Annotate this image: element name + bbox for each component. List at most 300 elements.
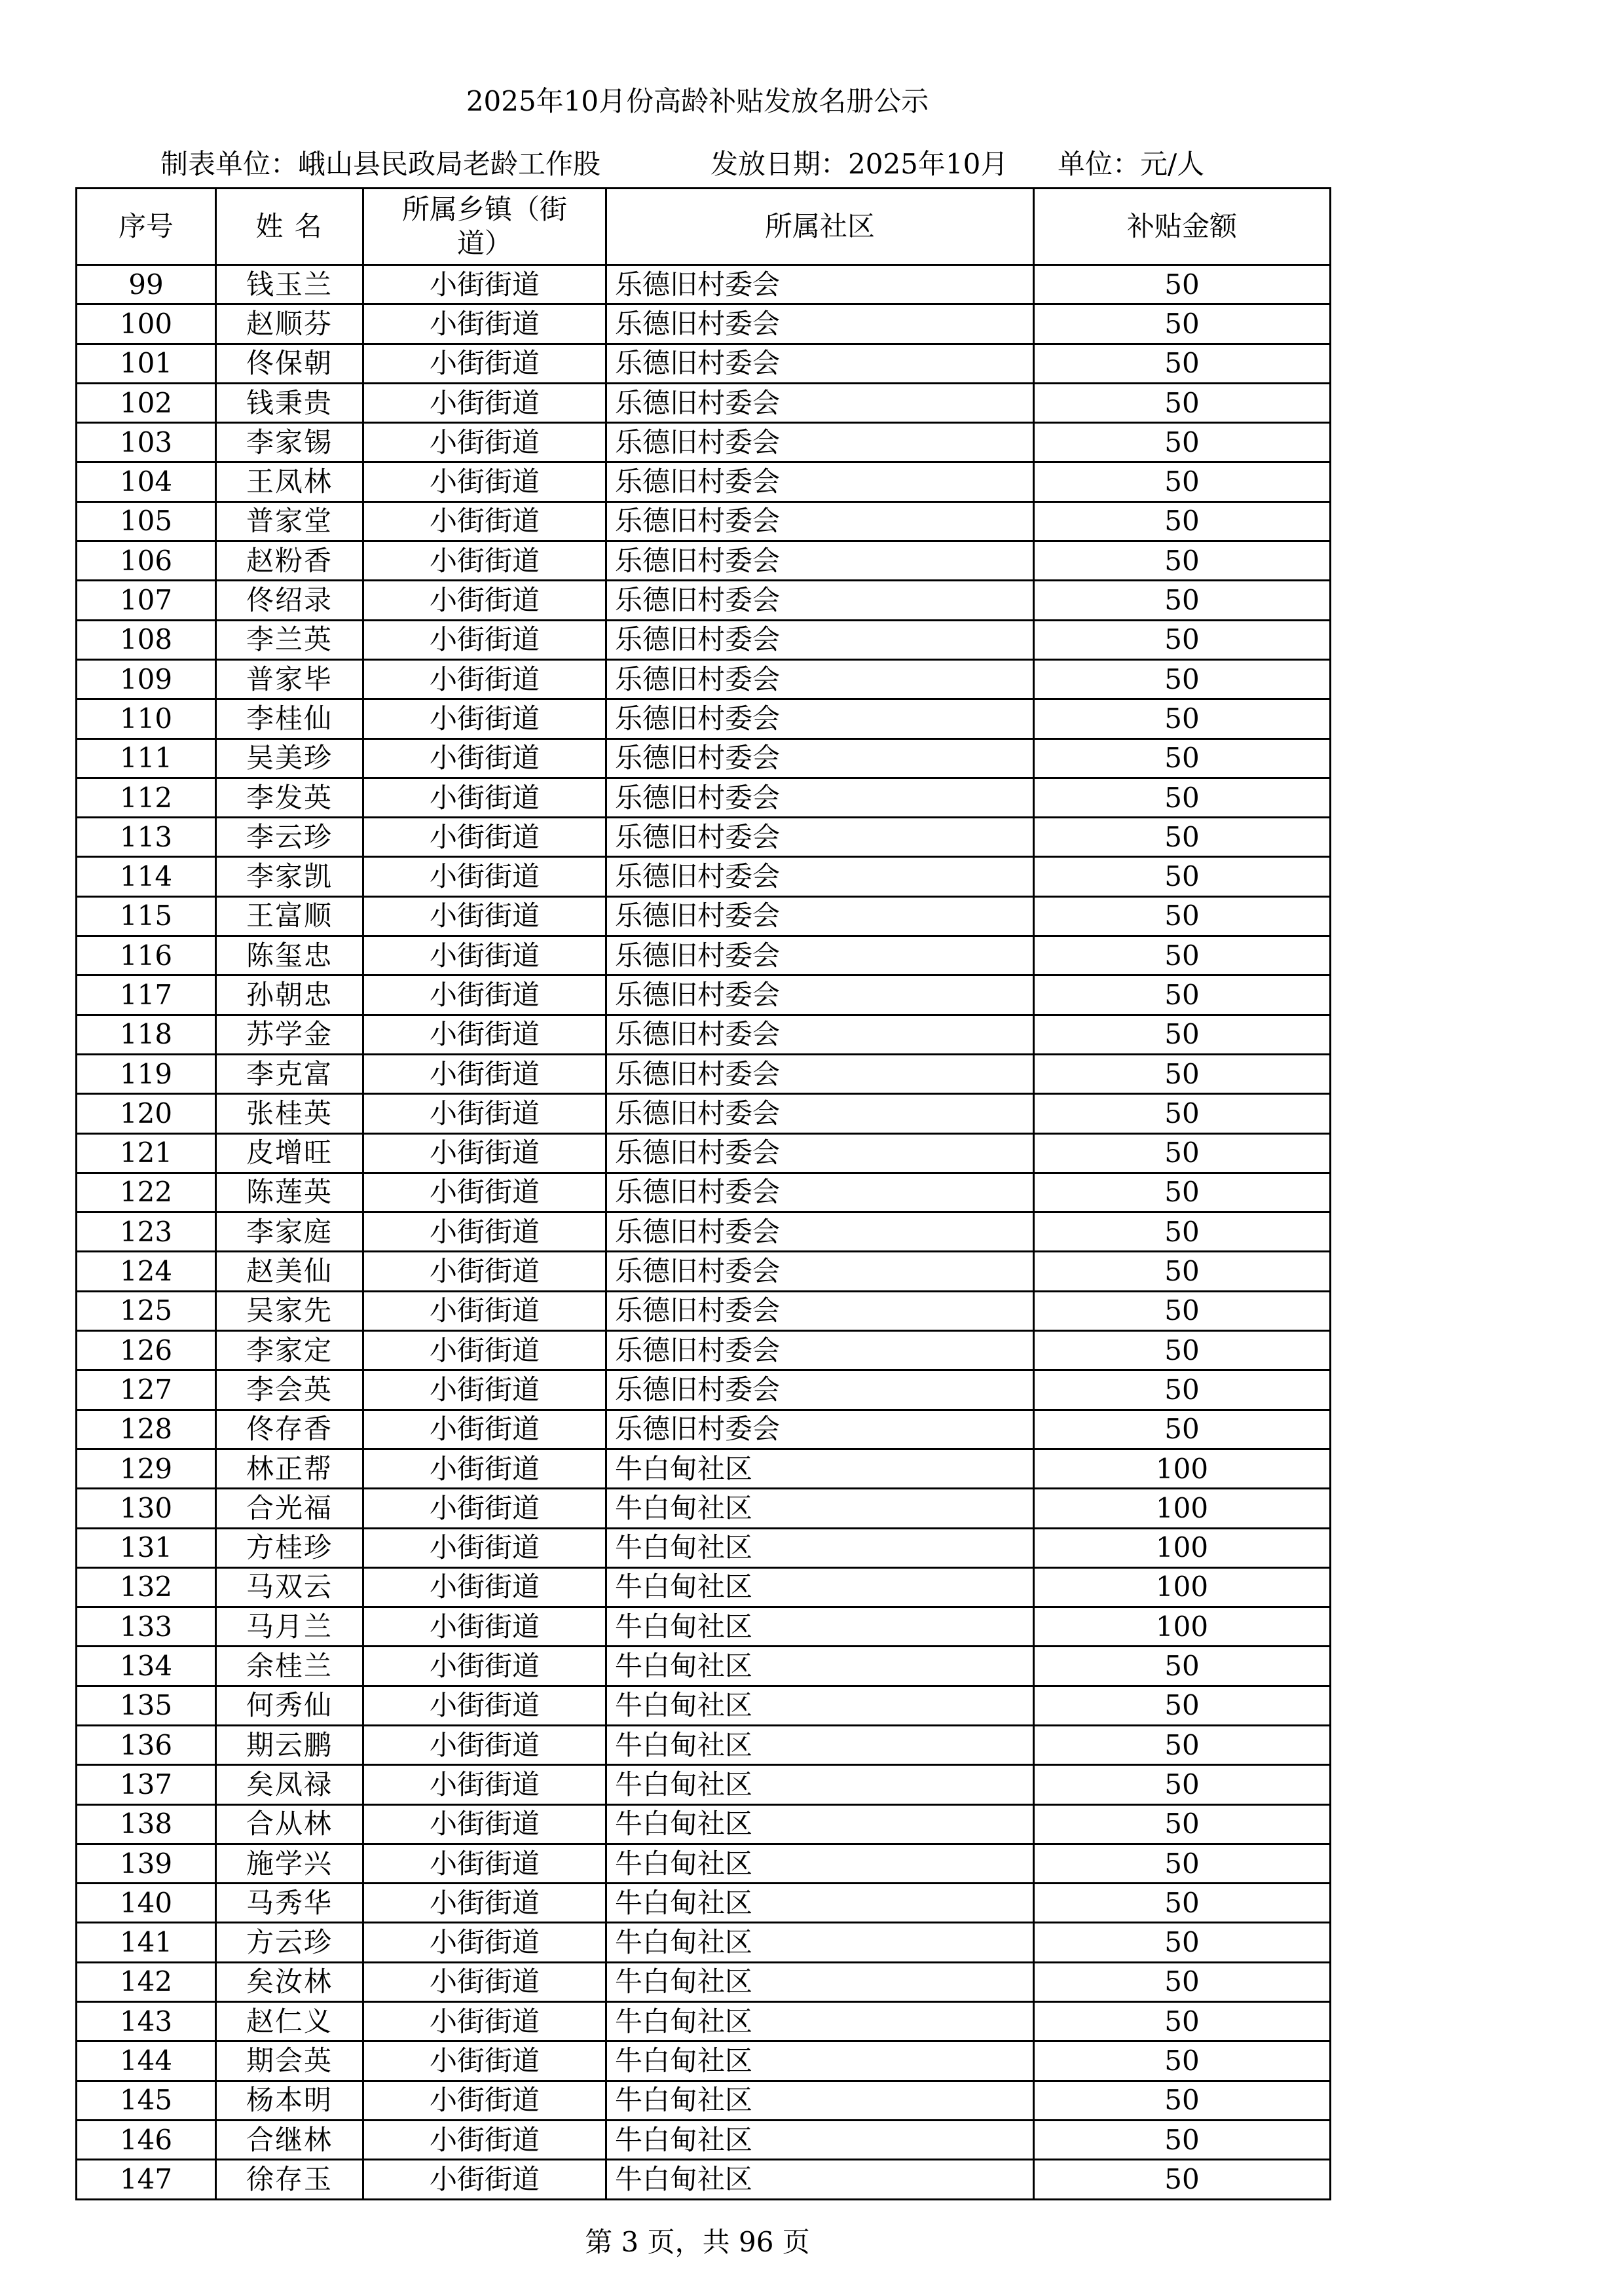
cell-community: 乐德旧村委会	[606, 936, 1034, 975]
cell-community: 牛白甸社区	[606, 1884, 1034, 1923]
cell-town: 小街街道	[363, 1094, 606, 1133]
page-footer: 第 3 页，共 96 页	[585, 2226, 810, 2258]
header-no: 序号	[77, 189, 216, 265]
cell-community: 牛白甸社区	[606, 1528, 1034, 1567]
cell-no: 140	[77, 1884, 216, 1923]
cell-town: 小街街道	[363, 1804, 606, 1844]
cell-community: 乐德旧村委会	[606, 581, 1034, 620]
cell-community: 牛白甸社区	[606, 2081, 1034, 2120]
cell-no: 120	[77, 1094, 216, 1133]
cell-town: 小街街道	[363, 581, 606, 620]
cell-amount: 50	[1034, 778, 1331, 817]
cell-town: 小街街道	[363, 2160, 606, 2199]
cell-name: 赵美仙	[216, 1252, 363, 1291]
header-community: 所属社区	[606, 189, 1034, 265]
cell-town: 小街街道	[363, 1567, 606, 1607]
cell-amount: 50	[1034, 462, 1331, 501]
header-row	[77, 189, 1331, 265]
cell-town: 小街街道	[363, 1212, 606, 1252]
issuing-unit: 制表单位：峨山县民政局老龄工作股	[160, 148, 601, 180]
cell-no: 139	[77, 1844, 216, 1883]
cell-town: 小街街道	[363, 1647, 606, 1686]
table-header	[77, 189, 1331, 265]
cell-name: 林正帮	[216, 1449, 363, 1488]
cell-no: 114	[77, 857, 216, 896]
cell-name: 陈玺忠	[216, 936, 363, 975]
cell-town: 小街街道	[363, 2041, 606, 2081]
table-row	[77, 304, 1331, 344]
cell-community: 乐德旧村委会	[606, 975, 1034, 1015]
table-row	[77, 1884, 1331, 1923]
cell-no: 126	[77, 1331, 216, 1370]
cell-no: 116	[77, 936, 216, 975]
cell-amount: 100	[1034, 1607, 1331, 1647]
cell-town: 小街街道	[363, 304, 606, 344]
cell-amount: 50	[1034, 857, 1331, 896]
table-row	[77, 1528, 1331, 1567]
cell-community: 牛白甸社区	[606, 2160, 1034, 2199]
cell-town: 小街街道	[363, 936, 606, 975]
cell-amount: 50	[1034, 1054, 1331, 1093]
cell-name: 施学兴	[216, 1844, 363, 1883]
cell-name: 徐存玉	[216, 2160, 363, 2199]
table-row	[77, 1844, 1331, 1883]
cell-community: 乐德旧村委会	[606, 1054, 1034, 1093]
header-town-line2: 道）	[456, 227, 512, 259]
currency-unit: 单位：元/人	[1058, 148, 1205, 180]
cell-name: 孙朝忠	[216, 975, 363, 1015]
cell-name: 佟绍录	[216, 581, 363, 620]
cell-no: 100	[77, 304, 216, 344]
cell-no: 102	[77, 383, 216, 422]
cell-community: 乐德旧村委会	[606, 501, 1034, 541]
cell-name: 王凤林	[216, 462, 363, 501]
cell-no: 103	[77, 423, 216, 462]
cell-community: 乐德旧村委会	[606, 1094, 1034, 1133]
cell-town: 小街街道	[363, 620, 606, 659]
cell-amount: 50	[1034, 1252, 1331, 1291]
cell-community: 乐德旧村委会	[606, 818, 1034, 857]
cell-town: 小街街道	[363, 1370, 606, 1410]
cell-amount: 100	[1034, 1449, 1331, 1488]
table-row	[77, 1607, 1331, 1647]
cell-town: 小街街道	[363, 423, 606, 462]
cell-town: 小街街道	[363, 1449, 606, 1488]
cell-community: 乐德旧村委会	[606, 462, 1034, 501]
table-row	[77, 1804, 1331, 1844]
cell-no: 137	[77, 1765, 216, 1804]
cell-community: 牛白甸社区	[606, 2002, 1034, 2041]
cell-community: 牛白甸社区	[606, 1686, 1034, 1725]
cell-name: 吴美珍	[216, 738, 363, 778]
cell-amount: 50	[1034, 2120, 1331, 2159]
header-town	[363, 189, 606, 265]
cell-amount: 50	[1034, 383, 1331, 422]
cell-amount: 50	[1034, 265, 1331, 304]
cell-name: 普家毕	[216, 659, 363, 699]
cell-name: 王富顺	[216, 896, 363, 936]
cell-no: 123	[77, 1212, 216, 1252]
cell-community: 牛白甸社区	[606, 1804, 1034, 1844]
cell-no: 143	[77, 2002, 216, 2041]
table-row	[77, 1133, 1331, 1173]
cell-town: 小街街道	[363, 1331, 606, 1370]
cell-amount: 100	[1034, 1489, 1331, 1528]
cell-community: 乐德旧村委会	[606, 1410, 1034, 1449]
cell-name: 方云珍	[216, 1923, 363, 1962]
cell-amount: 50	[1034, 699, 1331, 738]
cell-no: 129	[77, 1449, 216, 1488]
cell-amount: 50	[1034, 1884, 1331, 1923]
cell-community: 乐德旧村委会	[606, 620, 1034, 659]
table-row	[77, 2002, 1331, 2041]
cell-name: 马月兰	[216, 1607, 363, 1647]
cell-no: 128	[77, 1410, 216, 1449]
cell-community: 牛白甸社区	[606, 1607, 1034, 1647]
cell-name: 何秀仙	[216, 1686, 363, 1725]
table-row	[77, 265, 1331, 304]
table-row	[77, 344, 1331, 383]
cell-town: 小街街道	[363, 2002, 606, 2041]
cell-name: 马双云	[216, 1567, 363, 1607]
cell-name: 钱秉贵	[216, 383, 363, 422]
cell-name: 赵顺芬	[216, 304, 363, 344]
cell-name: 矣汝林	[216, 1962, 363, 2001]
issue-date: 发放日期：2025年10月	[710, 148, 1008, 180]
cell-amount: 50	[1034, 2160, 1331, 2199]
cell-no: 133	[77, 1607, 216, 1647]
cell-community: 牛白甸社区	[606, 1725, 1034, 1764]
cell-community: 乐德旧村委会	[606, 778, 1034, 817]
cell-community: 牛白甸社区	[606, 2120, 1034, 2159]
cell-amount: 50	[1034, 818, 1331, 857]
cell-no: 145	[77, 2081, 216, 2120]
table-row	[77, 581, 1331, 620]
cell-name: 普家堂	[216, 501, 363, 541]
cell-amount: 50	[1034, 501, 1331, 541]
cell-amount: 50	[1034, 1923, 1331, 1962]
table-row	[77, 2041, 1331, 2081]
cell-community: 乐德旧村委会	[606, 1291, 1034, 1330]
table-row	[77, 896, 1331, 936]
cell-name: 钱玉兰	[216, 265, 363, 304]
cell-name: 李兰英	[216, 620, 363, 659]
table-row	[77, 2081, 1331, 2120]
cell-amount: 50	[1034, 1015, 1331, 1054]
cell-name: 张桂英	[216, 1094, 363, 1133]
cell-amount: 50	[1034, 304, 1331, 344]
cell-town: 小街街道	[363, 541, 606, 581]
cell-amount: 50	[1034, 1410, 1331, 1449]
cell-community: 牛白甸社区	[606, 1449, 1034, 1488]
cell-amount: 50	[1034, 1765, 1331, 1804]
cell-amount: 50	[1034, 1133, 1331, 1173]
cell-amount: 50	[1034, 659, 1331, 699]
table-row	[77, 1252, 1331, 1291]
cell-name: 合继林	[216, 2120, 363, 2159]
cell-name: 李家锡	[216, 423, 363, 462]
table-body	[77, 265, 1331, 2200]
cell-no: 108	[77, 620, 216, 659]
table-row	[77, 1489, 1331, 1528]
table-row	[77, 1370, 1331, 1410]
cell-amount: 50	[1034, 581, 1331, 620]
table-row	[77, 778, 1331, 817]
cell-amount: 50	[1034, 1212, 1331, 1252]
cell-town: 小街街道	[363, 1173, 606, 1212]
cell-community: 牛白甸社区	[606, 1489, 1034, 1528]
cell-town: 小街街道	[363, 1607, 606, 1647]
cell-amount: 50	[1034, 1962, 1331, 2001]
cell-town: 小街街道	[363, 1054, 606, 1093]
table-row	[77, 857, 1331, 896]
cell-no: 135	[77, 1686, 216, 1725]
cell-name: 马秀华	[216, 1884, 363, 1923]
cell-town: 小街街道	[363, 975, 606, 1015]
cell-town: 小街街道	[363, 1686, 606, 1725]
table-row	[77, 1567, 1331, 1607]
cell-no: 117	[77, 975, 216, 1015]
header-amount: 补贴金额	[1034, 189, 1331, 265]
cell-no: 124	[77, 1252, 216, 1291]
cell-town: 小街街道	[363, 1528, 606, 1567]
cell-town: 小街街道	[363, 344, 606, 383]
cell-name: 李家庭	[216, 1212, 363, 1252]
cell-name: 李桂仙	[216, 699, 363, 738]
cell-community: 乐德旧村委会	[606, 896, 1034, 936]
cell-town: 小街街道	[363, 1252, 606, 1291]
cell-amount: 50	[1034, 1173, 1331, 1212]
cell-amount: 50	[1034, 936, 1331, 975]
cell-town: 小街街道	[363, 1765, 606, 1804]
cell-no: 101	[77, 344, 216, 383]
cell-no: 121	[77, 1133, 216, 1173]
cell-amount: 50	[1034, 1686, 1331, 1725]
cell-town: 小街街道	[363, 659, 606, 699]
cell-town: 小街街道	[363, 699, 606, 738]
table-row	[77, 1765, 1331, 1804]
cell-name: 方桂珍	[216, 1528, 363, 1567]
cell-name: 李发英	[216, 778, 363, 817]
cell-name: 杨本明	[216, 2081, 363, 2120]
table-row	[77, 818, 1331, 857]
cell-town: 小街街道	[363, 1410, 606, 1449]
cell-name: 李云珍	[216, 818, 363, 857]
cell-no: 136	[77, 1725, 216, 1764]
cell-community: 乐德旧村委会	[606, 1212, 1034, 1252]
table-row	[77, 383, 1331, 422]
cell-no: 113	[77, 818, 216, 857]
cell-community: 乐德旧村委会	[606, 1252, 1034, 1291]
table-row	[77, 1173, 1331, 1212]
cell-community: 乐德旧村委会	[606, 1173, 1034, 1212]
cell-town: 小街街道	[363, 1962, 606, 2001]
table-row	[77, 1647, 1331, 1686]
cell-amount: 50	[1034, 896, 1331, 936]
cell-no: 130	[77, 1489, 216, 1528]
cell-town: 小街街道	[363, 818, 606, 857]
cell-community: 牛白甸社区	[606, 1765, 1034, 1804]
cell-community: 牛白甸社区	[606, 1567, 1034, 1607]
cell-no: 107	[77, 581, 216, 620]
cell-no: 127	[77, 1370, 216, 1410]
cell-community: 乐德旧村委会	[606, 1015, 1034, 1054]
cell-name: 期云鹏	[216, 1725, 363, 1764]
cell-town: 小街街道	[363, 462, 606, 501]
table-row	[77, 738, 1331, 778]
header-name: 姓 名	[216, 189, 363, 265]
cell-amount: 50	[1034, 1725, 1331, 1764]
cell-community: 乐德旧村委会	[606, 423, 1034, 462]
cell-name: 吴家先	[216, 1291, 363, 1330]
cell-amount: 50	[1034, 1331, 1331, 1370]
cell-amount: 50	[1034, 423, 1331, 462]
cell-no: 125	[77, 1291, 216, 1330]
cell-no: 118	[77, 1015, 216, 1054]
cell-name: 余桂兰	[216, 1647, 363, 1686]
cell-community: 乐德旧村委会	[606, 541, 1034, 581]
cell-town: 小街街道	[363, 1291, 606, 1330]
cell-community: 牛白甸社区	[606, 1923, 1034, 1962]
cell-community: 牛白甸社区	[606, 1844, 1034, 1883]
table-row	[77, 1015, 1331, 1054]
cell-no: 106	[77, 541, 216, 581]
cell-town: 小街街道	[363, 738, 606, 778]
table-row	[77, 1686, 1331, 1725]
page-title: 2025年10月份高龄补贴发放名册公示	[466, 85, 929, 117]
cell-no: 131	[77, 1528, 216, 1567]
table-row	[77, 501, 1331, 541]
table-row	[77, 1331, 1331, 1370]
table-row	[77, 2120, 1331, 2159]
cell-town: 小街街道	[363, 896, 606, 936]
table-row	[77, 659, 1331, 699]
cell-no: 112	[77, 778, 216, 817]
table-row	[77, 975, 1331, 1015]
cell-no: 122	[77, 1173, 216, 1212]
cell-no: 141	[77, 1923, 216, 1962]
cell-town: 小街街道	[363, 778, 606, 817]
cell-name: 李家定	[216, 1331, 363, 1370]
cell-amount: 50	[1034, 344, 1331, 383]
table-row	[77, 699, 1331, 738]
cell-amount: 100	[1034, 1567, 1331, 1607]
table-row	[77, 1094, 1331, 1133]
cell-name: 李家凯	[216, 857, 363, 896]
cell-amount: 50	[1034, 620, 1331, 659]
table-row	[77, 1212, 1331, 1252]
cell-town: 小街街道	[363, 1489, 606, 1528]
cell-town: 小街街道	[363, 265, 606, 304]
cell-no: 138	[77, 1804, 216, 1844]
table-row	[77, 1410, 1331, 1449]
cell-amount: 100	[1034, 1528, 1331, 1567]
cell-community: 乐德旧村委会	[606, 659, 1034, 699]
cell-no: 105	[77, 501, 216, 541]
cell-no: 146	[77, 2120, 216, 2159]
cell-town: 小街街道	[363, 857, 606, 896]
cell-community: 乐德旧村委会	[606, 699, 1034, 738]
cell-town: 小街街道	[363, 1923, 606, 1962]
cell-name: 矣凤禄	[216, 1765, 363, 1804]
cell-community: 乐德旧村委会	[606, 857, 1034, 896]
cell-name: 期会英	[216, 2041, 363, 2081]
cell-no: 134	[77, 1647, 216, 1686]
cell-name: 佟存香	[216, 1410, 363, 1449]
cell-town: 小街街道	[363, 501, 606, 541]
cell-town: 小街街道	[363, 1133, 606, 1173]
cell-no: 119	[77, 1054, 216, 1093]
cell-no: 99	[77, 265, 216, 304]
cell-name: 李克富	[216, 1054, 363, 1093]
cell-town: 小街街道	[363, 1015, 606, 1054]
cell-town: 小街街道	[363, 2120, 606, 2159]
table-row	[77, 1923, 1331, 1962]
cell-amount: 50	[1034, 1804, 1331, 1844]
cell-community: 乐德旧村委会	[606, 304, 1034, 344]
cell-no: 132	[77, 1567, 216, 1607]
table-row	[77, 620, 1331, 659]
cell-amount: 50	[1034, 2041, 1331, 2081]
cell-amount: 50	[1034, 1094, 1331, 1133]
table-row	[77, 1725, 1331, 1764]
table-row	[77, 1054, 1331, 1093]
table-row	[77, 423, 1331, 462]
cell-name: 合从林	[216, 1804, 363, 1844]
cell-name: 苏学金	[216, 1015, 363, 1054]
table-row	[77, 1291, 1331, 1330]
cell-name: 赵粉香	[216, 541, 363, 581]
cell-amount: 50	[1034, 2081, 1331, 2120]
cell-no: 109	[77, 659, 216, 699]
cell-name: 皮增旺	[216, 1133, 363, 1173]
table-row	[77, 1962, 1331, 2001]
cell-community: 乐德旧村委会	[606, 1133, 1034, 1173]
table-row	[77, 2160, 1331, 2199]
cell-name: 合光福	[216, 1489, 363, 1528]
cell-amount: 50	[1034, 2002, 1331, 2041]
cell-amount: 50	[1034, 1844, 1331, 1883]
cell-community: 乐德旧村委会	[606, 265, 1034, 304]
cell-name: 陈莲英	[216, 1173, 363, 1212]
table-row	[77, 462, 1331, 501]
subsidy-roster-table	[75, 187, 1331, 2200]
cell-amount: 50	[1034, 738, 1331, 778]
cell-amount: 50	[1034, 1647, 1331, 1686]
cell-town: 小街街道	[363, 1884, 606, 1923]
cell-no: 104	[77, 462, 216, 501]
table-row	[77, 936, 1331, 975]
cell-town: 小街街道	[363, 1844, 606, 1883]
cell-name: 李会英	[216, 1370, 363, 1410]
cell-town: 小街街道	[363, 383, 606, 422]
cell-no: 110	[77, 699, 216, 738]
table-row	[77, 1449, 1331, 1488]
cell-community: 牛白甸社区	[606, 1647, 1034, 1686]
header-town-line1: 所属乡镇（街	[401, 193, 567, 225]
cell-no: 111	[77, 738, 216, 778]
cell-town: 小街街道	[363, 2081, 606, 2120]
cell-name: 赵仁义	[216, 2002, 363, 2041]
cell-amount: 50	[1034, 541, 1331, 581]
cell-community: 乐德旧村委会	[606, 1331, 1034, 1370]
cell-name: 佟保朝	[216, 344, 363, 383]
cell-community: 乐德旧村委会	[606, 383, 1034, 422]
cell-amount: 50	[1034, 1291, 1331, 1330]
cell-community: 牛白甸社区	[606, 2041, 1034, 2081]
table-row	[77, 541, 1331, 581]
cell-no: 115	[77, 896, 216, 936]
